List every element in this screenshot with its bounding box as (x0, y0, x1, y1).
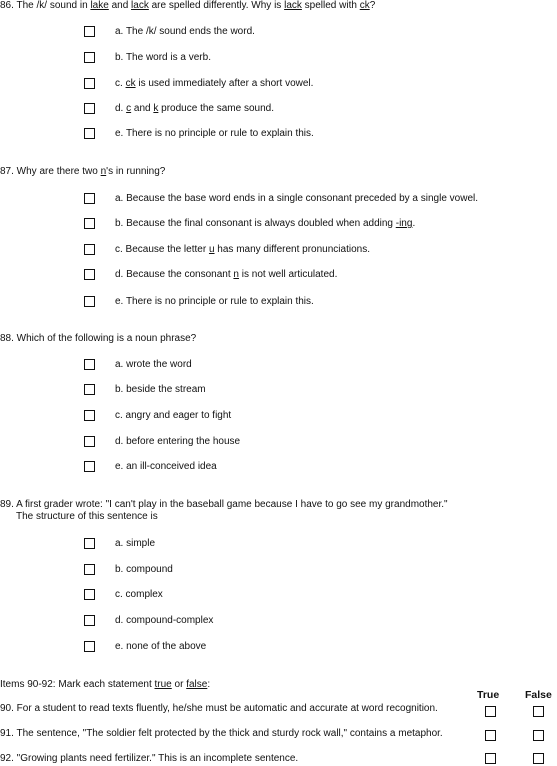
question-86-stem (0, 0, 375, 12)
option-text (115, 538, 155, 550)
text-run: c. (115, 78, 126, 89)
underlined-text: u (208, 244, 215, 255)
text-run: and (108, 0, 132, 11)
option-text (115, 193, 478, 205)
text-run: d. before entering the house (115, 436, 241, 447)
question-87-stem (0, 166, 165, 178)
option-text (115, 269, 337, 281)
underlined-text: n (100, 166, 107, 177)
underlined-text: lake (90, 0, 109, 11)
false-checkbox[interactable] (533, 730, 544, 741)
true-checkbox[interactable] (485, 706, 496, 717)
underlined-text: lack (131, 0, 149, 11)
underlined-text: true (154, 679, 172, 690)
checkbox[interactable] (84, 193, 95, 204)
text-run: 89. A first grader wrote: "I can't play in the baseball game because I have to go see my grandmother." (0, 499, 448, 510)
text-run: are spelled differently. Why is (148, 0, 285, 11)
text-run: b. compound (115, 564, 173, 575)
option-text (115, 641, 206, 653)
text-run: a. Because the base word ends in a single consonant preceded by a single vowel. (115, 193, 479, 204)
underlined-text: n (233, 269, 239, 280)
checkbox[interactable] (84, 461, 95, 472)
tf-item-90: 90. For a student to read texts fluently, he/she must be automatic and accurate at word recognition. (0, 703, 438, 714)
checkbox[interactable] (84, 564, 95, 575)
text-run: b. Because the final consonant is always doubled when adding (115, 218, 396, 229)
question-89-stem-line2: The structure of this sentence is (16, 511, 158, 522)
text-run: b. The word is a verb. (115, 52, 211, 63)
text-run: and (131, 103, 154, 114)
text-run: a. wrote the word (115, 359, 192, 370)
text-run: a. The /k/ sound ends the word. (115, 26, 255, 37)
option-text (115, 461, 217, 473)
checkbox[interactable] (84, 410, 95, 421)
text-run: : (207, 679, 211, 690)
checkbox[interactable] (84, 78, 95, 89)
checkbox[interactable] (84, 436, 95, 447)
checkbox[interactable] (84, 52, 95, 63)
checkbox[interactable] (84, 128, 95, 139)
text-run: c. angry and eager to fight (115, 410, 232, 421)
checkbox[interactable] (84, 589, 95, 600)
false-checkbox[interactable] (533, 753, 544, 764)
underlined-text: c (126, 103, 132, 114)
true-column-header: True (477, 689, 500, 701)
text-run: d. compound-complex (115, 615, 214, 626)
underlined-text: ck (359, 0, 370, 11)
false-checkbox[interactable] (533, 706, 544, 717)
text-run: 88. Which of the following is a noun phrase? (0, 333, 197, 344)
option-text (115, 564, 173, 576)
option-text (115, 26, 255, 38)
text-run: . (412, 218, 416, 229)
question-88-stem (0, 333, 196, 345)
option-text (115, 359, 192, 371)
underlined-text: -ing (395, 218, 413, 229)
option-text (115, 296, 314, 308)
true-checkbox[interactable] (485, 730, 496, 741)
text-run: Items 90-92: Mark each statement (0, 679, 155, 690)
question-89-stem (0, 499, 448, 511)
checkbox[interactable] (84, 103, 95, 114)
true-checkbox[interactable] (485, 753, 496, 764)
true-false-instructions (0, 679, 210, 691)
option-text (115, 384, 206, 396)
text-run: has many different pronunciations. (214, 244, 370, 255)
option-text (115, 218, 415, 230)
tf-item-91: 91. The sentence, "The soldier felt protected by the thick and sturdy rock wall," contains a metaphor. (0, 728, 443, 739)
checkbox[interactable] (84, 641, 95, 652)
option-text (115, 78, 313, 90)
text-run: e. There is no principle or rule to explain this. (115, 296, 314, 307)
checkbox[interactable] (84, 384, 95, 395)
text-run: produce the same sound. (158, 103, 275, 114)
tf-item-92: 92. "Growing plants need fertilizer." This is an incomplete sentence. (0, 753, 299, 764)
text-run: ? (369, 0, 376, 11)
checkbox[interactable] (84, 538, 95, 549)
text-run: spelled with (301, 0, 360, 11)
checkbox[interactable] (84, 359, 95, 370)
option-text (115, 128, 314, 140)
option-text (115, 436, 240, 448)
checkbox[interactable] (84, 244, 95, 255)
checkbox[interactable] (84, 615, 95, 626)
checkbox[interactable] (84, 218, 95, 229)
underlined-text: false (186, 679, 208, 690)
text-run: c. Because the letter (115, 244, 209, 255)
option-text (115, 410, 231, 422)
text-run: a. simple (115, 538, 156, 549)
option-text (115, 244, 370, 256)
checkbox[interactable] (84, 26, 95, 37)
option-text (115, 52, 211, 64)
text-run: d. (115, 103, 127, 114)
text-run: is not well articulated. (238, 269, 338, 280)
checkbox[interactable] (84, 269, 95, 280)
text-run: is used immediately after a short vowel. (135, 78, 314, 89)
option-text (115, 589, 163, 601)
text-run: e. none of the above (115, 641, 207, 652)
underlined-text: ck (125, 78, 136, 89)
text-run: c. complex (115, 589, 163, 600)
text-run: d. Because the consonant (115, 269, 234, 280)
underlined-text: lack (284, 0, 302, 11)
text-run: e. There is no principle or rule to explain this. (115, 128, 314, 139)
checkbox[interactable] (84, 296, 95, 307)
text-run: 's in running? (106, 166, 166, 177)
text-run: 87. Why are there two (0, 166, 101, 177)
text-run: 86. The /k/ sound in (0, 0, 91, 11)
text-run: e. an ill-conceived idea (115, 461, 217, 472)
option-text (115, 103, 274, 115)
false-column-header: False (525, 689, 552, 701)
text-run: b. beside the stream (115, 384, 206, 395)
text-run: or (171, 679, 187, 690)
underlined-text: k (153, 103, 159, 114)
option-text (115, 615, 213, 627)
